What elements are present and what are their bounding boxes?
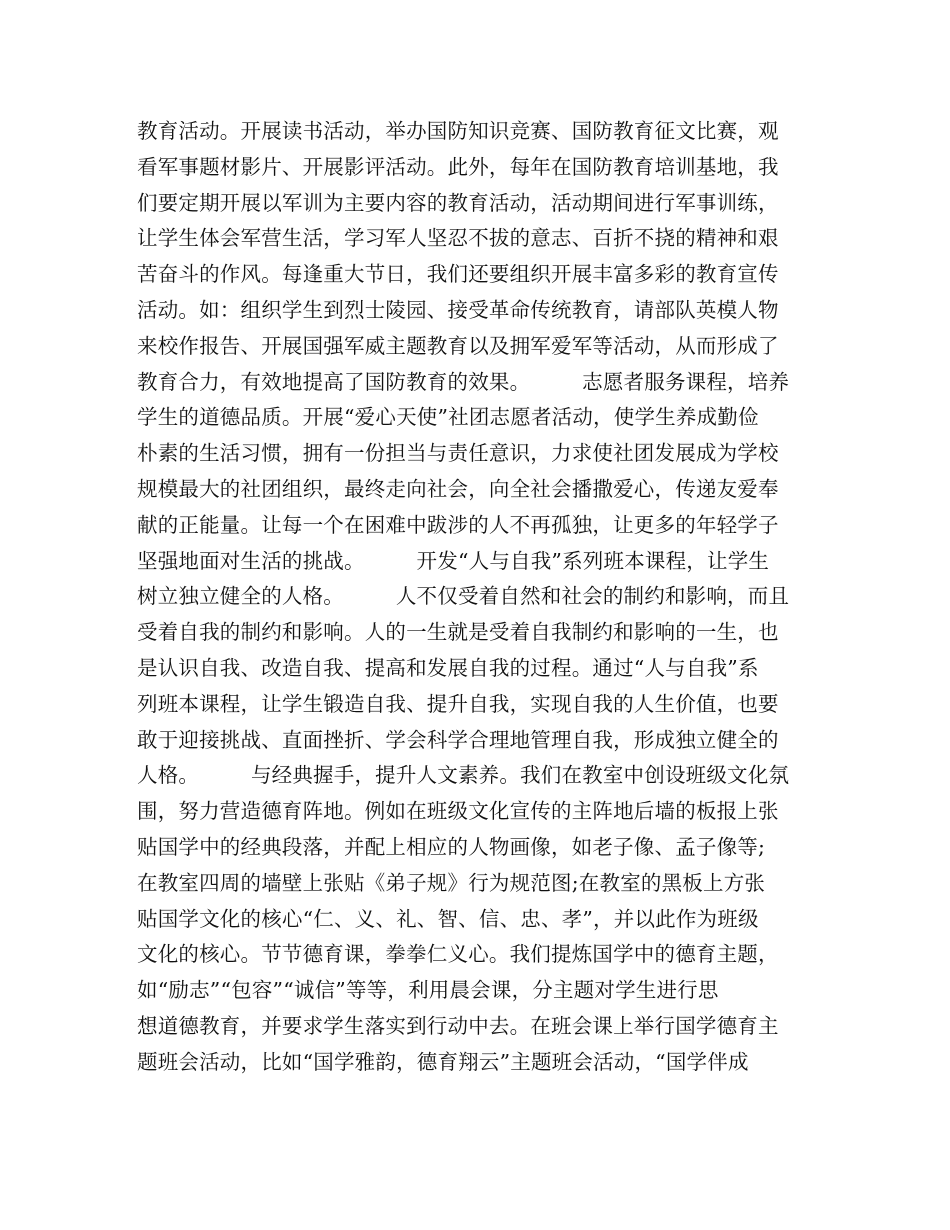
text-line: 是认识自我、改造自我、提高和发展自我的过程。通过“人与自我”系 [137, 655, 759, 680]
text-line: 树立独立健全的人格。 人不仅受着自然和社会的制约和影响，而且 [137, 584, 790, 609]
text-line: 敢于迎接挑战、直面挫折、学会科学合理地管理自我，形成独立健全的 [137, 727, 779, 752]
text-line: 朴素的生活习惯，拥有一份担当与责任意识，力求使社团发展成为学校 [137, 441, 779, 466]
text-line: 学生的道德品质。开展“爱心天使”社团志愿者活动，使学生养成勤俭 [137, 405, 759, 430]
text-line: 献的正能量。让每一个在困难中跋涉的人不再孤独，让更多的年轻学子 [137, 512, 779, 537]
text-line: 苦奋斗的作风。每逢重大节日，我们还要组织开展丰富多彩的教育宣传 [137, 262, 779, 287]
text-line: 们要定期开展以军训为主要内容的教育活动，活动期间进行军事训练， [137, 190, 779, 215]
text-line: 让学生体会军营生活，学习军人坚忍不拔的意志、百折不挠的精神和艰 [137, 226, 779, 251]
text-line: 想道德教育，并要求学生落实到行动中去。在班会课上举行国学德育主 [137, 1013, 779, 1038]
text-line: 坚强地面对生活的挑战。 开发“人与自我”系列班本课程，让学生 [137, 548, 770, 573]
text-line: 围，努力营造德育阵地。例如在班级文化宣传的主阵地后墙的板报上张 [137, 799, 779, 824]
text-line: 在教室四周的墙壁上张贴《弟子规》行为规范图;在教室的黑板上方张 [137, 870, 766, 895]
text-line: 规模最大的社团组织，最终走向社会，向全社会播撒爱心，传递友爱奉 [137, 476, 779, 501]
text-line: 活动。如：组织学生到烈士陵园、接受革命传统教育，请部队英模人物 [137, 297, 779, 322]
text-line: 题班会活动，比如“国学雅韵，德育翔云”主题班会活动，“国学伴成 [137, 1049, 749, 1074]
body-text [137, 114, 817, 1081]
text-line: 教育活动。开展读书活动，举办国防知识竞赛、国防教育征文比赛，观 [137, 119, 779, 143]
text-line: 受着自我的制约和影响。人的一生就是受着自我制约和影响的一生，也 [137, 620, 779, 645]
text-line: 教育合力，有效地提高了国防教育的效果。 志愿者服务课程，培养 [137, 369, 790, 394]
text-line: 来校作报告、开展国强军威主题教育以及拥军爱军等活动，从而形成了 [137, 333, 779, 358]
text-line: 人格。 与经典握手，提升人文素养。我们在教室中创设班级文化氛 [137, 763, 790, 788]
text-line: 列班本课程，让学生锻造自我、提升自我，实现自我的人生价值，也要 [137, 691, 779, 716]
text-line: 看军事题材影片、开展影评活动。此外，每年在国防教育培训基地，我 [137, 154, 779, 179]
text-line: 贴国学文化的核心“仁、义、礼、智、信、忠、孝”，并以此作为班级 [137, 906, 759, 931]
text-line: 文化的核心。节节德育课，拳拳仁义心。我们提炼国学中的德育主题， [137, 942, 779, 967]
text-line: 如“励志”“包容”“诚信”等等，利用晨会课，分主题对学生进行思 [137, 978, 719, 1003]
text-line: 贴国学中的经典段落，并配上相应的人物画像，如老子像、孟子像等; [137, 834, 766, 859]
